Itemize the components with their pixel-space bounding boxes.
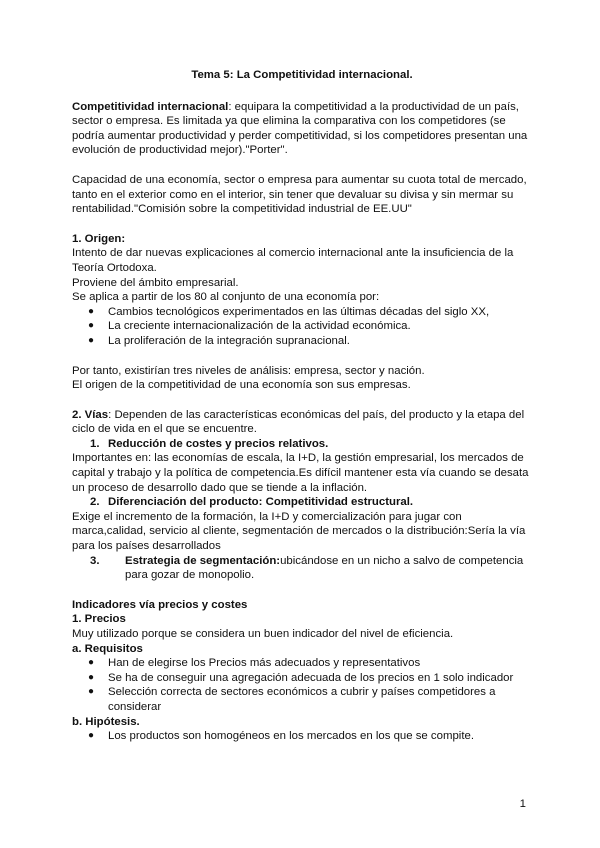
document-title: Tema 5: La Competitividad internacional. bbox=[191, 69, 413, 81]
vias-heading: 2. Vías bbox=[72, 408, 109, 421]
bullet-icon: ● bbox=[88, 686, 95, 698]
via-item-3: 3. Estrategia de segmentación:ubicándose en un nicho a salvo de competencia para gozar de monopolio. bbox=[90, 554, 524, 582]
intro-definition bbox=[72, 100, 532, 158]
bullet-icon: ● bbox=[88, 671, 95, 683]
via-item-2: 2. Diferenciación del producto: Competitividad estructural. bbox=[90, 496, 414, 509]
bullet-icon: ● bbox=[88, 320, 95, 332]
hipotesis-list bbox=[72, 729, 532, 744]
vias-heading-text: : Dependen de las características económicas del país, del producto y la etapa del ciclo de vida en el que se encuentre. bbox=[72, 408, 525, 436]
via-item-1: 1. Reducción de costes y precios relativos. bbox=[90, 437, 329, 450]
page-number: 1 bbox=[519, 798, 526, 810]
list-item: ● Los productos son homogéneos en los mercados en los que se compite. bbox=[88, 730, 474, 743]
list-item: ● Han de elegirse los Precios más adecuados y representativos bbox=[88, 657, 421, 670]
via-item-text: Importantes en: las economías de escala, la I+D, la gestión empresarial, los mercados de capital y trabajo y la política de competencia.Es difícil mantener esta vía cuando se desata un proceso de desarrollo dado que se tiende a la inflación. bbox=[72, 452, 529, 494]
indicadores-heading: Indicadores vía precios y costes bbox=[72, 598, 248, 611]
bullet-icon: ● bbox=[88, 305, 95, 317]
list-item: ● La proliferación de la integración supranacional. bbox=[88, 334, 350, 347]
list-item: ● La creciente internacionalización de la actividad económica. bbox=[88, 320, 411, 333]
via-item-title: Reducción de costes y precios relativos. bbox=[108, 437, 329, 450]
bullet-icon: ● bbox=[88, 334, 95, 346]
intro-paragraph-2: Capacidad de una economía, sector o empresa para aumentar su cuota total de mercado, tanto en el exterior como en el interior, sin tener que devaluar su divisa y sin mermar su rentabilidad."Comisión sobre la competitividad industrial de EE.UU" bbox=[72, 173, 527, 216]
bullet-icon: ● bbox=[88, 657, 95, 669]
via-item-text: ubicándose en un nicho a salvo de competencia para gozar de monopolio. bbox=[125, 554, 524, 582]
via-item-title: Diferenciación del producto: Competitividad estructural. bbox=[108, 496, 414, 509]
origen-p1: Intento de dar nuevas explicaciones al comercio internacional ante la insuficiencia de la Teoría Ortodoxa. bbox=[72, 247, 514, 274]
via-item-text: Exige el incremento de la formación, la I+D y comercialización para jugar con marca,calidad, servicio al cliente, segmentación de mercados o la distribución:Sería la vía para los países desarrollados bbox=[72, 510, 526, 553]
via-item-title: Estrategia de segmentación: bbox=[125, 554, 281, 567]
list-item: ● Se ha de conseguir una agregación adecuada de los precios en 1 solo indicador bbox=[88, 671, 514, 684]
origen-heading: 1. Origen: bbox=[72, 232, 126, 245]
origen-p4: Por tanto, existirían tres niveles de análisis: empresa, sector y nación. bbox=[72, 364, 425, 377]
precios-heading: 1. Precios bbox=[72, 613, 126, 626]
list-item: ● Selección correcta de sectores económicos a cubrir y países competidores a considerar bbox=[88, 686, 496, 713]
origen-p5: El origen de la competitividad de una economía son sus empresas. bbox=[72, 379, 411, 392]
document-page bbox=[72, 68, 532, 744]
origen-bullet-list bbox=[72, 305, 532, 349]
origen-p3: Se aplica a partir de los 80 al conjunto de una economía por: bbox=[72, 291, 380, 304]
origen-p2: Proviene del ámbito empresarial. bbox=[72, 276, 239, 289]
requisitos-heading: a. Requisitos bbox=[72, 642, 143, 655]
intro-definition-text: : equipara la competitividad a la productividad de un país, sector o empresa. Es limitada ya que elimina la comparativa con los competidores (se podría aumentar productividad y perder competitividad, si los competidores presentan una evolución de productividad mejor)."Porter". bbox=[72, 100, 528, 157]
bullet-icon: ● bbox=[88, 730, 95, 742]
hipotesis-heading: b. Hipótesis. bbox=[72, 715, 140, 728]
requisitos-list bbox=[72, 656, 532, 714]
intro-term: Competitividad internacional bbox=[72, 100, 229, 113]
vias-intro bbox=[72, 408, 532, 437]
list-item: ● Cambios tecnológicos experimentados en las últimas décadas del siglo XX, bbox=[88, 305, 490, 318]
precios-text: Muy utilizado porque se considera un buen indicador del nivel de eficiencia. bbox=[72, 628, 454, 640]
